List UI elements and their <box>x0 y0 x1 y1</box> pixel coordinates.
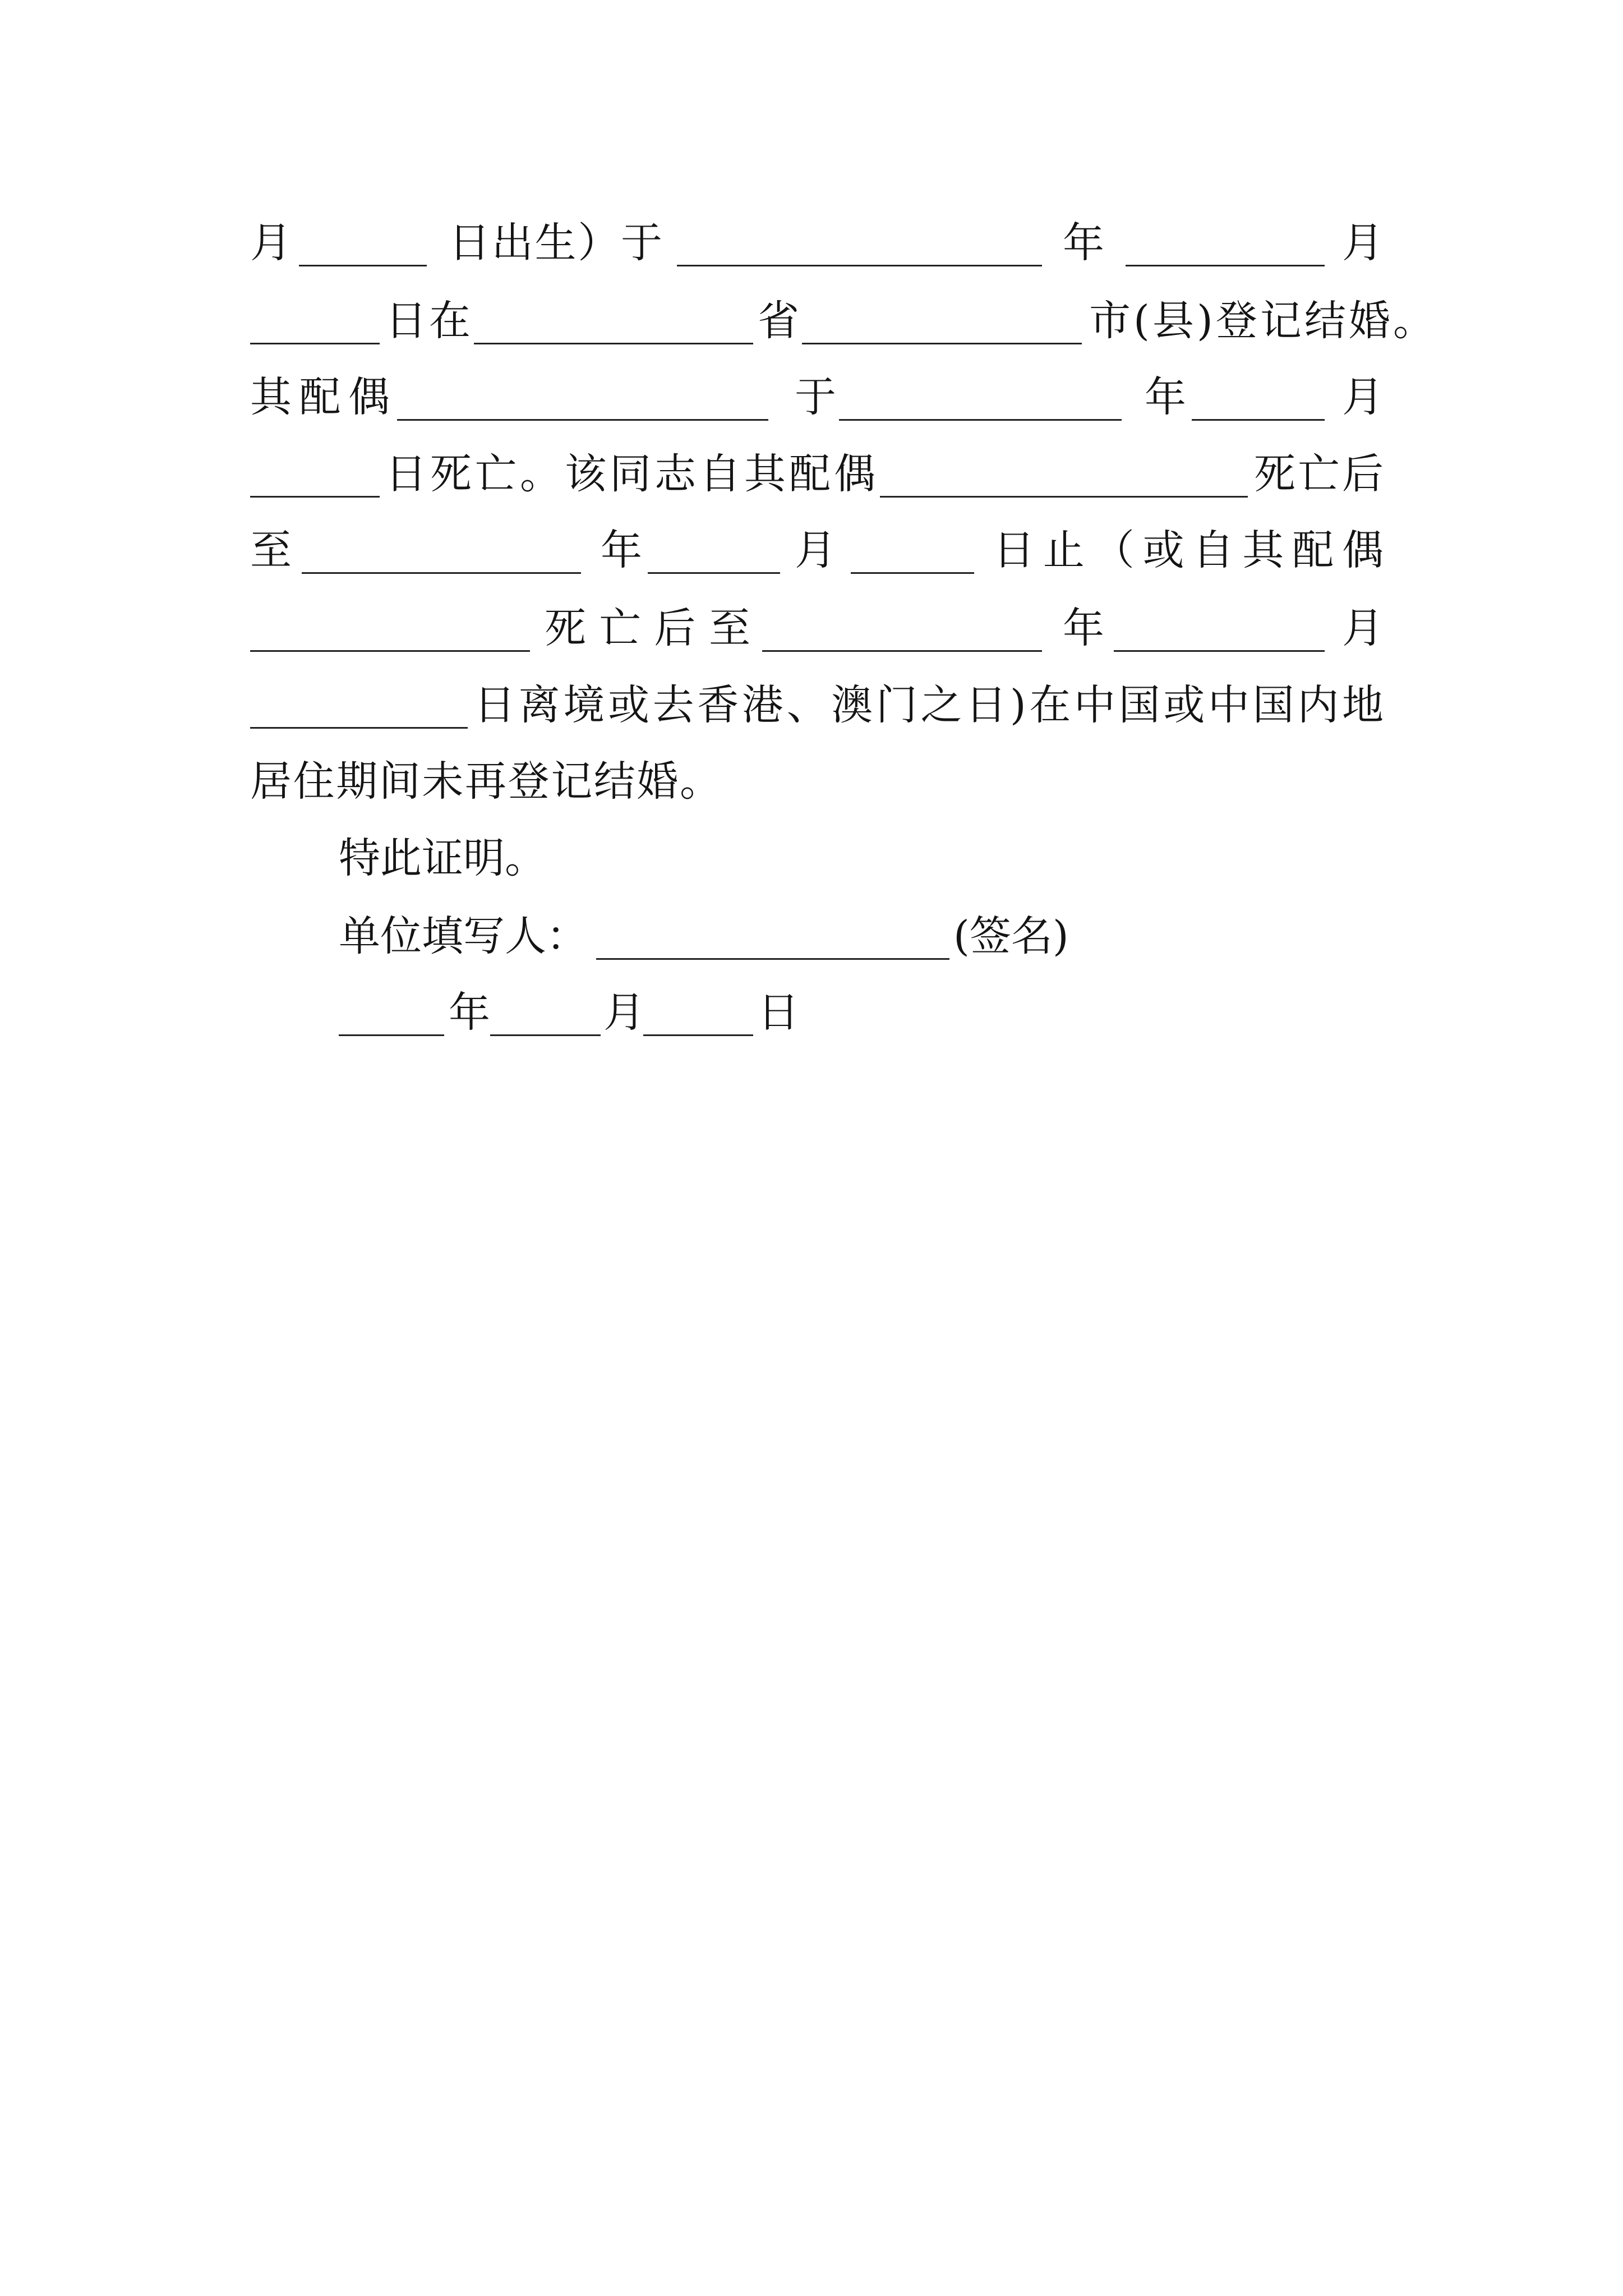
text-line <box>0 218 1623 268</box>
text-segment: 月 <box>795 526 836 574</box>
fill-in-blank <box>302 525 581 574</box>
fill-in-blank <box>299 218 427 266</box>
text-segment: 月 <box>603 988 645 1037</box>
fill-in-blank <box>880 449 1248 498</box>
text-segment: 日死亡。该同志自其配偶 <box>385 450 875 498</box>
text-segment: 年 <box>1063 604 1104 652</box>
text-segment: 日出生）于 <box>449 219 662 267</box>
text-segment: 死亡后 <box>1254 450 1384 498</box>
text-segment: 市(县)登记结婚。 <box>1089 297 1435 345</box>
text-segment: 月 <box>1342 604 1384 652</box>
text-line <box>0 296 1623 346</box>
fill-in-blank <box>1192 372 1325 421</box>
text-segment: 死亡后至 <box>545 604 750 652</box>
text-line <box>0 603 1623 654</box>
fill-in-blank <box>250 680 468 729</box>
closing-statement: 特此证明。 <box>339 834 546 882</box>
text-line <box>0 833 1623 884</box>
fill-in-blank <box>250 603 530 652</box>
fill-in-blank <box>1126 218 1325 266</box>
fill-in-blank <box>839 372 1122 421</box>
text-segment: 至 <box>250 526 292 574</box>
fill-in-blank <box>1114 603 1325 652</box>
fill-in-blank <box>851 525 974 574</box>
text-segment: 于 <box>795 373 836 421</box>
day-blank <box>643 987 753 1036</box>
text-segment: 日 <box>758 988 799 1037</box>
text-segment: 居住期间未再登记结婚。 <box>250 757 721 806</box>
text-segment: 月 <box>250 219 292 267</box>
text-segment: 年 <box>449 988 490 1037</box>
signer-label: 单位填写人： <box>339 912 588 960</box>
text-segment: 月 <box>1342 373 1384 421</box>
fill-in-blank <box>802 296 1082 344</box>
fill-in-blank <box>250 296 380 344</box>
text-line <box>0 449 1623 499</box>
signature-note: (签名) <box>953 912 1069 960</box>
fill-in-blank <box>397 372 768 421</box>
date-line <box>0 987 1623 1038</box>
signature-blank <box>596 911 949 960</box>
signature-line <box>0 911 1623 961</box>
text-segment: 年 <box>1145 373 1186 421</box>
text-segment: 日离境或去香港、澳门之日)在中国或中国内地 <box>474 681 1384 729</box>
text-line <box>0 756 1623 807</box>
text-segment: 省 <box>758 297 799 345</box>
fill-in-blank <box>250 449 380 498</box>
month-blank <box>490 987 601 1036</box>
fill-in-blank <box>677 218 1042 266</box>
text-segment: 日止（或自其配偶 <box>993 526 1384 574</box>
text-line <box>0 372 1623 422</box>
year-blank <box>339 987 444 1036</box>
fill-in-blank <box>648 525 780 574</box>
text-segment: 年 <box>601 526 642 574</box>
text-segment: 日在 <box>385 297 471 345</box>
text-segment: 年 <box>1063 219 1104 267</box>
fill-in-blank <box>474 296 753 344</box>
text-segment: 其配偶 <box>250 373 390 421</box>
text-segment: 月 <box>1342 219 1384 267</box>
text-line <box>0 525 1623 576</box>
fill-in-blank <box>762 603 1042 652</box>
text-line <box>0 680 1623 730</box>
